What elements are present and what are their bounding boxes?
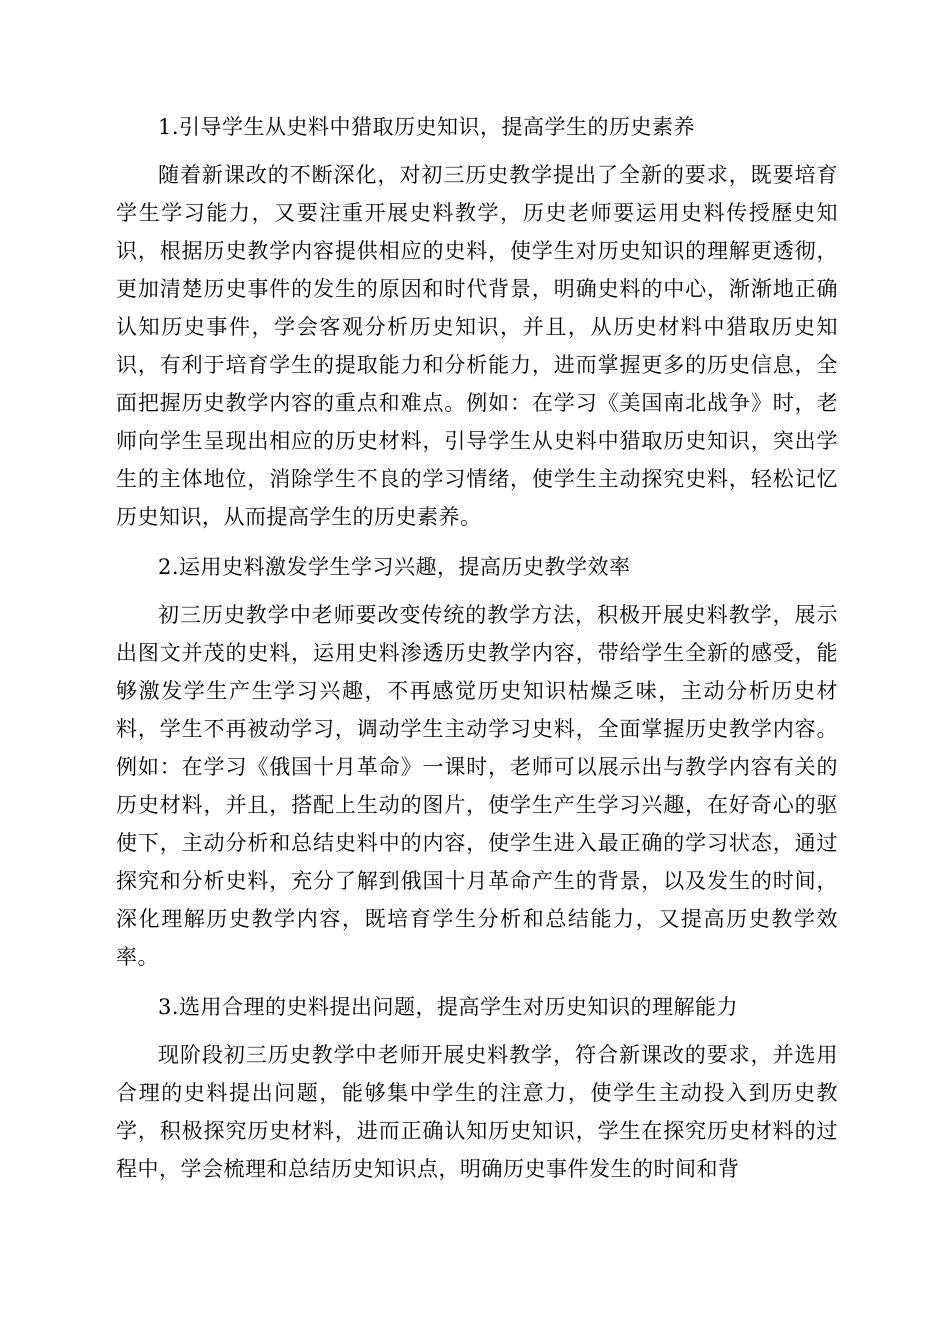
section-1 (116, 108, 838, 536)
section-paragraph: 初三历史教学中老师要改变传统的教学方法，积极开展史料教学，展示出图文并茂的史料，运用史料渗透历史教学内容，带给学生全新的感受，能够激发学生产生学习兴趣，不再感觉历史知识枯燥乏味，主动分析历史材料，学生不再被动学习，调动学生主动学习史料，全面掌握历史教学内容。例如：在学习《俄国十月革命》一课时，老师可以展示出与教学内容有关的历史材料，并且，搭配上生动的图片，使学生产生学习兴趣，在好奇心的驱使下，主动分析和总结史料中的内容，使学生进入最正确的学习状态，通过探究和分析史料，充分了解到俄国十月革命产生的背景，以及发生的时间，深化理解历史教学内容，既培育学生分析和总结能力，又提高历史教学效率。 (116, 603, 838, 969)
section-3 (116, 988, 838, 1188)
section-heading: 1.引导学生从史料中猎取历史知识，提高学生的历史素养 (158, 115, 696, 139)
section-paragraph: 现阶段初三历史教学中老师开展史料教学，符合新课改的要求，并选用合理的史料提出问题，能够集中学生的注意力，使学生主动投入到历史教学，积极探究历史材料，进而正确认知历史知识，学生在探究历史材料的过程中，学会梳理和总结历史知识点，明确历史事件发生的时间和背 (116, 1043, 838, 1181)
section-heading: 3.选用合理的史料提出问题，提高学生对历史知识的理解能力 (158, 995, 739, 1019)
section-paragraph: 随着新课改的不断深化，对初三历史教学提出了全新的要求，既要培育学生学习能力，又要注重开展史料教学，历史老师要运用史料传授歷史知识，根据历史教学内容提供相应的史料，使学生对历史知识的理解更透彻，更加清楚历史事件的发生的原因和时代背景，明确史料的中心，渐渐地正确认知历史事件，学会客观分析历史知识，并且，从历史材料中猎取历史知识，有利于培育学生的提取能力和分析能力，进而掌握更多的历史信息，全面把握历史教学内容的重点和难点。例如：在学习《美国南北战争》时，老师向学生呈现出相应的历史材料，引导学生从史料中猎取历史知识，突出学生的主体地位，消除学生不良的学习情绪，使学生主动探究史料，轻松记忆历史知识，从而提高学生的历史素养。 (116, 163, 838, 529)
section-heading: 2.运用史料激发学生学习兴趣，提高历史教学效率 (158, 555, 631, 579)
section-2 (116, 548, 838, 976)
